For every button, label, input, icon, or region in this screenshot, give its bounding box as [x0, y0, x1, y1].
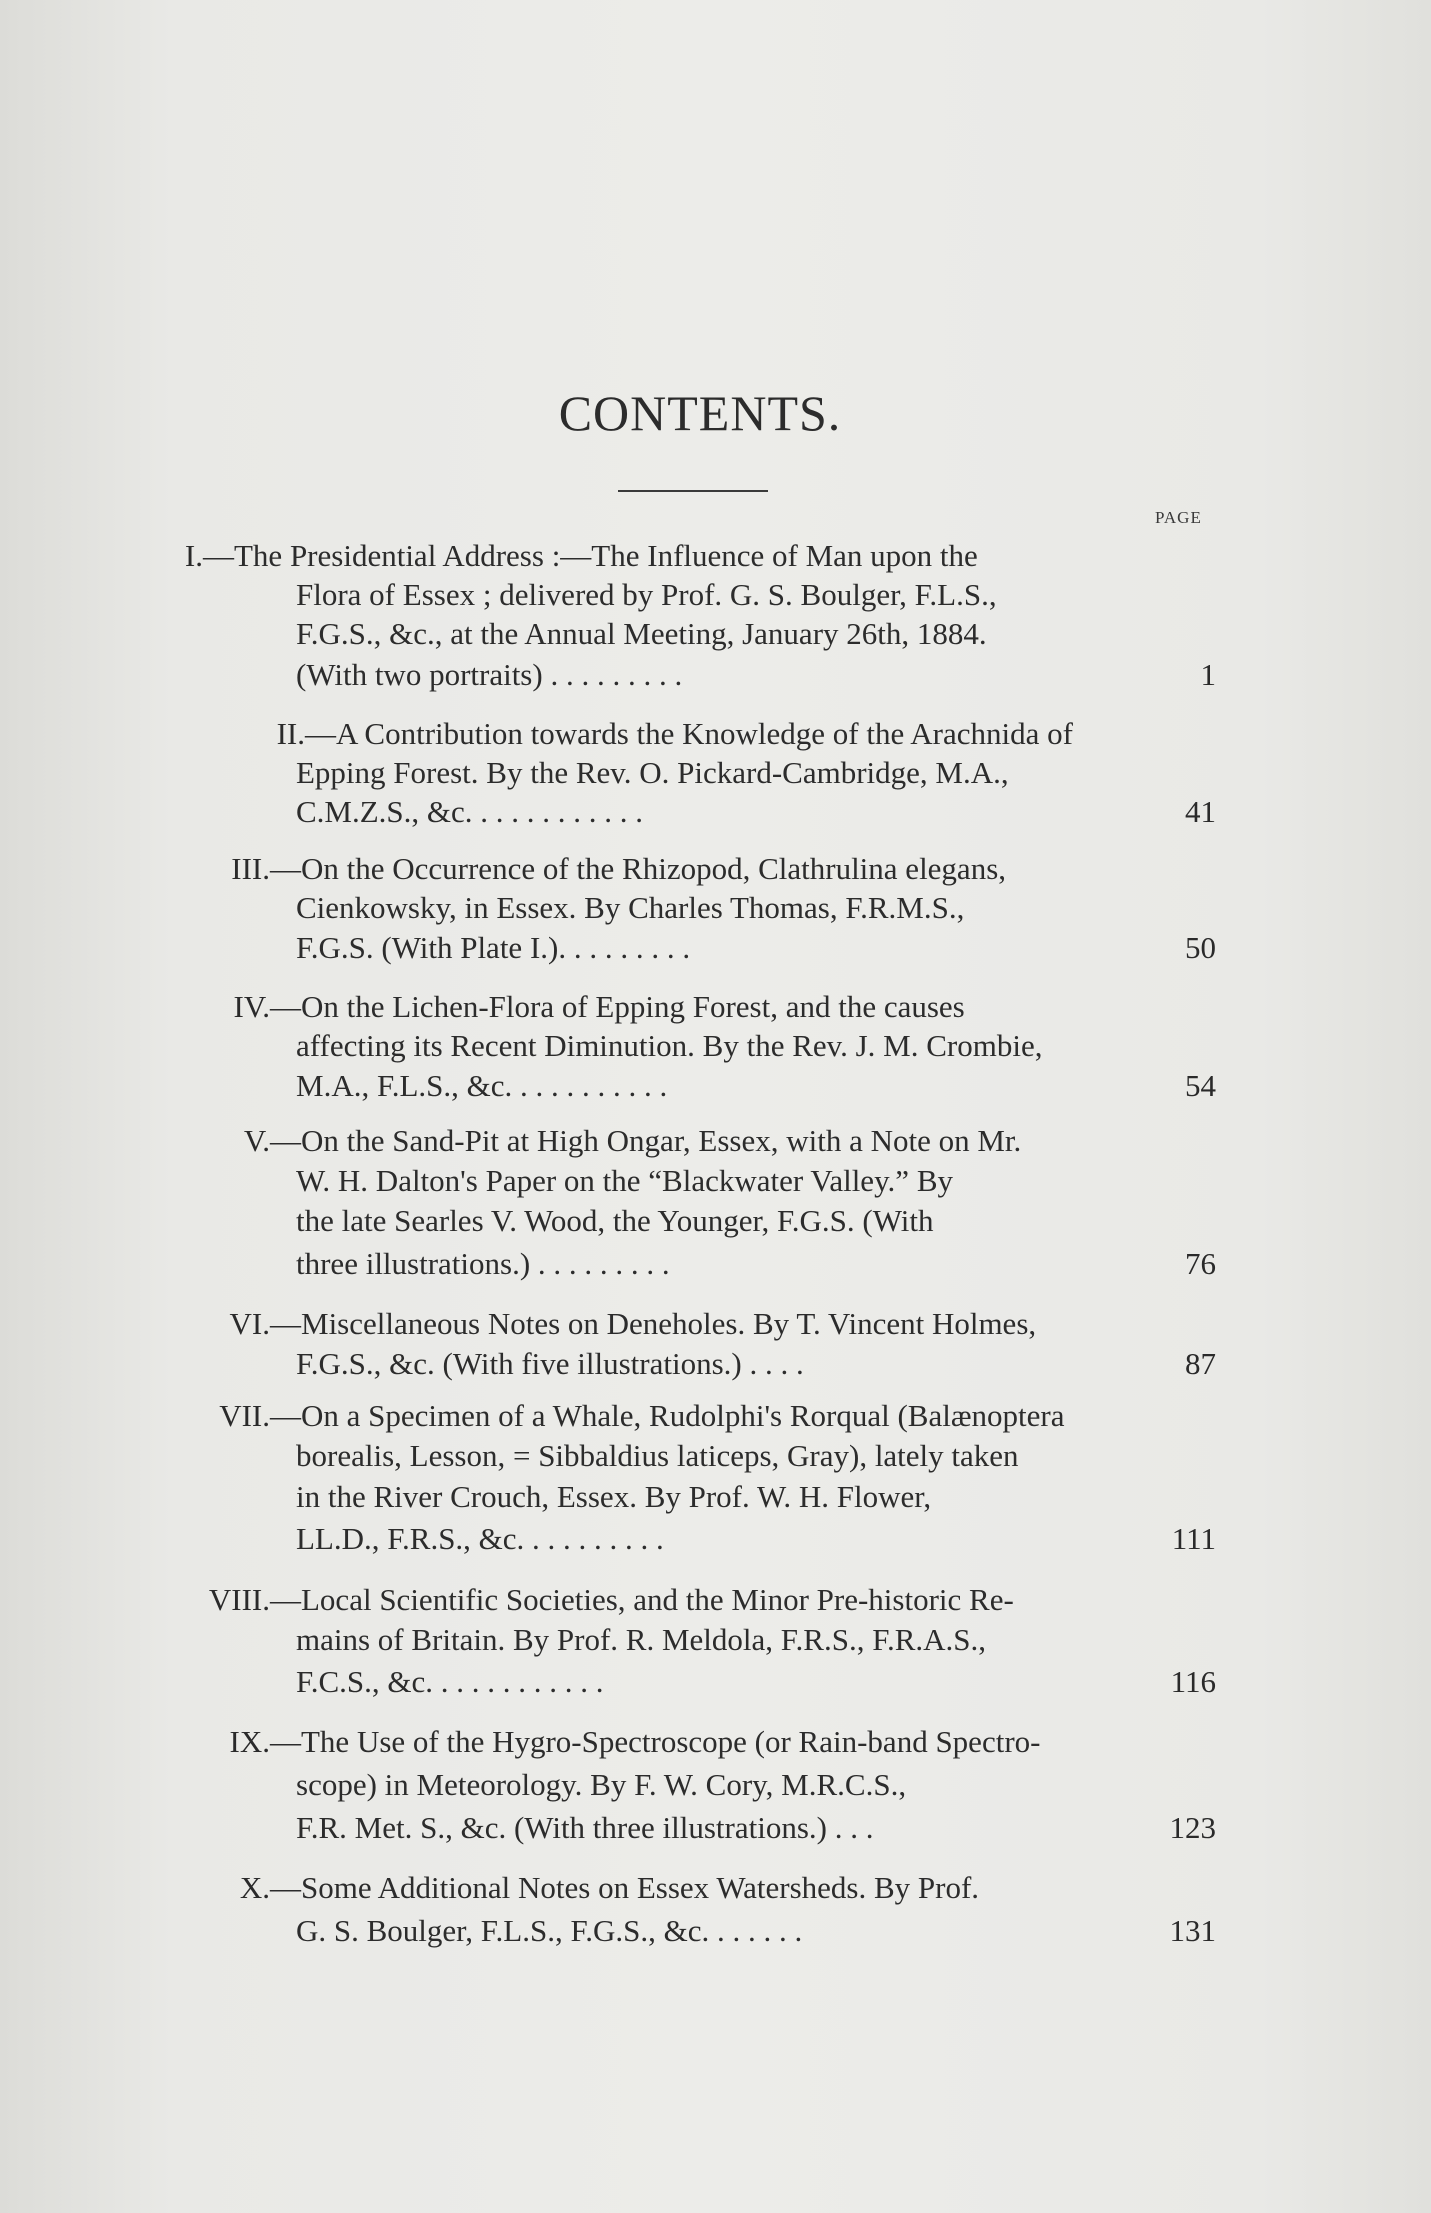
- entry-line: —A Contribution towards the Knowledge of the Arachnida of: [305, 716, 1073, 751]
- entry-line: in the River Crouch, Essex. By Prof. W. H. Flower,: [296, 1479, 932, 1514]
- entry-number: IV.: [233, 989, 270, 1024]
- entry-number: IX.: [229, 1724, 270, 1759]
- entry-line: affecting its Recent Diminution. By the Rev. J. M. Crombie,: [296, 1028, 1043, 1063]
- entry-line: Flora of Essex ; delivered by Prof. G. S. Boulger, F.L.S.,: [296, 577, 997, 612]
- entry-line: —On the Sand-Pit at High Ongar, Essex, with a Note on Mr.: [270, 1123, 1022, 1158]
- entry-line: —On the Lichen-Flora of Epping Forest, and the causes: [270, 989, 965, 1024]
- entry-page-number: 116: [1170, 1664, 1216, 1699]
- entry-number: VI.: [229, 1306, 270, 1341]
- entry-line: M.A., F.L.S., &c. . . . . . . . . . .: [296, 1068, 668, 1103]
- entry-line: Cienkowsky, in Essex. By Charles Thomas, F.R.M.S.,: [296, 890, 965, 925]
- entry-line: scope) in Meteorology. By F. W. Cory, M.R.C.S.,: [296, 1767, 907, 1802]
- title-rule: [618, 490, 768, 492]
- entry-page-number: 131: [1169, 1913, 1216, 1948]
- entry-line: F.G.S. (With Plate I.). . . . . . . . .: [296, 930, 691, 965]
- entry-page-number: 123: [1169, 1810, 1216, 1845]
- entry-page-number: 50: [1185, 930, 1216, 965]
- entry-line: —Some Additional Notes on Essex Watersheds. By Prof.: [270, 1870, 980, 1905]
- entry-line: —The Use of the Hygro-Spectroscope (or Rain-band Spectro-: [270, 1724, 1041, 1759]
- entry-line: —Miscellaneous Notes on Deneholes. By T. Vincent Holmes,: [270, 1306, 1037, 1341]
- entry-page-number: 111: [1171, 1521, 1216, 1556]
- entry-line: F.R. Met. S., &c. (With three illustrations.) . . .: [296, 1810, 874, 1845]
- entry-number: V.: [243, 1123, 270, 1158]
- entry-line: (With two portraits) . . . . . . . . .: [296, 657, 683, 692]
- entry-number: X.: [239, 1870, 270, 1905]
- entry-line: F.C.S., &c. . . . . . . . . . . .: [296, 1664, 604, 1699]
- entry-number: II.: [276, 716, 305, 751]
- entry-line: —On the Occurrence of the Rhizopod, Clathrulina elegans,: [270, 851, 1007, 886]
- entry-line: —On a Specimen of a Whale, Rudolphi's Rorqual (Balænoptera: [270, 1398, 1065, 1433]
- page-column-label: PAGE: [1155, 508, 1202, 527]
- entry-line: F.G.S., &c. (With five illustrations.) . . . .: [296, 1346, 804, 1381]
- entry-number: I.: [184, 538, 203, 573]
- entry-line: borealis, Lesson, = Sibbaldius laticeps, Gray), lately taken: [296, 1438, 1019, 1473]
- entry-page-number: 54: [1185, 1068, 1216, 1103]
- entry-line: mains of Britain. By Prof. R. Meldola, F.R.S., F.R.A.S.,: [296, 1622, 987, 1657]
- entry-line: Epping Forest. By the Rev. O. Pickard-Cambridge, M.A.,: [296, 755, 1009, 790]
- entry-page-number: 1: [1200, 657, 1216, 692]
- entry-number: III.: [231, 851, 270, 886]
- entry-line: F.G.S., &c., at the Annual Meeting, January 26th, 1884.: [296, 616, 987, 651]
- entry-page-number: 87: [1185, 1346, 1216, 1381]
- entry-page-number: 41: [1185, 794, 1216, 829]
- entry-line: —The Presidential Address :—The Influence of Man upon the: [203, 538, 978, 573]
- entry-line: C.M.Z.S., &c. . . . . . . . . . . .: [296, 794, 644, 829]
- entry-line: LL.D., F.R.S., &c. . . . . . . . . .: [296, 1521, 664, 1556]
- entry-line: the late Searles V. Wood, the Younger, F.G.S. (With: [296, 1203, 934, 1238]
- entry-line: W. H. Dalton's Paper on the “Blackwater Valley.” By: [296, 1163, 953, 1198]
- entry-line: —Local Scientific Societies, and the Minor Pre-historic Re-: [270, 1582, 1014, 1617]
- entry-line: G. S. Boulger, F.L.S., F.G.S., &c. . . . . . .: [296, 1913, 803, 1948]
- page-title: CONTENTS.: [558, 385, 842, 441]
- entry-number: VII.: [219, 1398, 270, 1433]
- entry-number: VIII.: [208, 1582, 270, 1617]
- entry-page-number: 76: [1185, 1246, 1216, 1281]
- entry-line: three illustrations.) . . . . . . . . .: [296, 1246, 670, 1281]
